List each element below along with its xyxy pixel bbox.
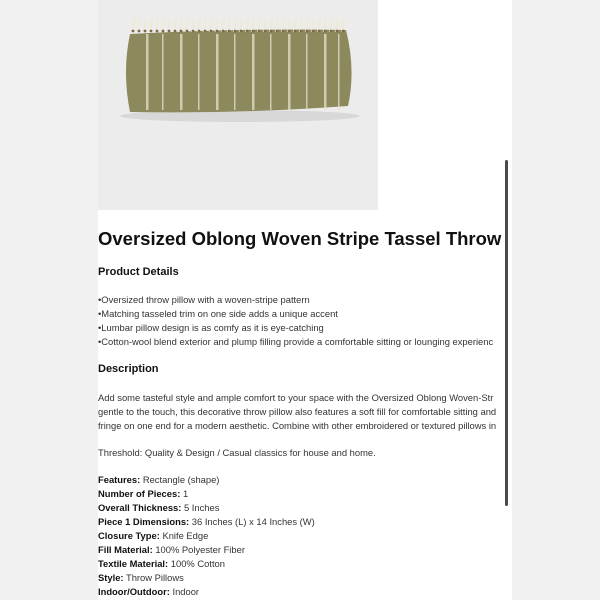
tassel-knot: [270, 30, 273, 33]
spec-label: Style:: [98, 572, 124, 583]
tassel-knot: [174, 30, 177, 33]
spec-row: [98, 516, 315, 528]
tassel-knot: [216, 30, 219, 33]
tassel-knot: [276, 30, 279, 33]
tassel-knot: [150, 30, 153, 33]
pillow-stripe: [288, 34, 291, 110]
tassel-knot: [210, 30, 213, 33]
spec-label: Textile Material:: [98, 558, 169, 569]
detail-bullet: •Matching tasseled trim on one side adds a unique accent: [98, 308, 338, 319]
tassel-knot: [324, 30, 327, 33]
description-line: fringe on one end for a modern aesthetic. Combine with other embroidered or textured pillows in: [98, 420, 497, 431]
spec-row: [98, 474, 219, 486]
spec-label: Closure Type:: [98, 530, 160, 541]
description-line: gentle to the touch, this decorative throw pillow also features a soft fill for comfortable sitting and: [98, 406, 497, 417]
spec-value: 100% Cotton: [170, 558, 225, 569]
spec-value: 100% Polyester Fiber: [155, 544, 245, 555]
spec-row: [98, 572, 184, 584]
pillow-stripe: [146, 34, 149, 110]
spec-label: Overall Thickness:: [98, 502, 182, 513]
product-title: Oversized Oblong Woven Stripe Tassel Throw: [98, 228, 502, 249]
pillow-stripe: [338, 34, 340, 110]
tassel-knot: [318, 30, 321, 33]
tassel-knot: [138, 30, 141, 33]
pillow-stripe: [324, 34, 327, 110]
brand-line: Threshold: Quality & Design / Casual classics for house and home.: [98, 447, 376, 458]
tassel-knot: [312, 30, 315, 33]
tassel-knot: [168, 30, 171, 33]
tassel-knot: [264, 30, 267, 33]
spec-row: [98, 544, 245, 556]
tassel-knot: [252, 30, 255, 33]
spec-row: [98, 488, 188, 500]
description-heading: Description: [98, 363, 159, 375]
pillow-stripe: [306, 34, 308, 110]
tassel-knot: [222, 30, 225, 33]
tassel-knot: [144, 30, 147, 33]
scrollbar[interactable]: [505, 160, 508, 506]
detail-bullet: •Lumbar pillow design is as comfy as it is eye-catching: [98, 322, 324, 333]
spec-label: Indoor/Outdoor:: [98, 586, 170, 597]
pillow-stripe: [162, 34, 164, 110]
tassel-knot: [162, 30, 165, 33]
pillow-stripe: [234, 34, 236, 110]
spec-value: 36 Inches (L) x 14 Inches (W): [191, 516, 315, 527]
tassel-knot: [258, 30, 261, 33]
tassel-knot: [228, 30, 231, 33]
tassel-knot: [330, 30, 333, 33]
pillow-stripe: [270, 34, 272, 110]
spec-value: Knife Edge: [162, 530, 209, 541]
tassel-knot: [132, 30, 135, 33]
tassel-knot: [288, 30, 291, 33]
tassel-knot: [186, 30, 189, 33]
tassel-knot: [234, 30, 237, 33]
spec-value: Throw Pillows: [125, 572, 184, 583]
tassel-knot: [294, 30, 297, 33]
product-page: [98, 0, 512, 600]
tassel-knot: [306, 30, 309, 33]
detail-bullet: •Cotton-wool blend exterior and plump filling provide a comfortable sitting or lounging experienc: [98, 336, 494, 347]
tassel-knot: [342, 30, 345, 33]
spec-value: Indoor: [172, 586, 200, 597]
product-image[interactable]: [98, 0, 378, 210]
spec-label: Features:: [98, 474, 141, 485]
spec-row: [98, 558, 225, 570]
tassel-knot: [204, 30, 207, 33]
pillow-illustration: [98, 0, 378, 210]
spec-label: Fill Material:: [98, 544, 153, 555]
tassel-knot: [192, 30, 195, 33]
tassel-knot: [246, 30, 249, 33]
spec-row: [98, 502, 219, 514]
spec-value: 1: [182, 488, 189, 499]
tassel-knot: [198, 30, 201, 33]
tassel-knot: [240, 30, 243, 33]
spec-row: [98, 530, 208, 542]
detail-bullet: •Oversized throw pillow with a woven-stripe pattern: [98, 294, 310, 305]
description-line: Add some tasteful style and ample comfort to your space with the Oversized Oblong Woven-Str: [98, 392, 494, 403]
spec-value: Rectangle (shape): [142, 474, 220, 485]
spec-label: Piece 1 Dimensions:: [98, 516, 190, 527]
spec-value: 5 Inches: [183, 502, 220, 513]
spec-label: Number of Pieces:: [98, 488, 181, 499]
tassel-knot: [156, 30, 159, 33]
pillow-stripe: [198, 34, 200, 110]
pillow-stripe: [180, 34, 183, 110]
tassel-knot: [180, 30, 183, 33]
product-details-heading: Product Details: [98, 266, 179, 278]
tassel-knot: [336, 30, 339, 33]
pillow-stripe: [252, 34, 255, 110]
tassel-knot: [300, 30, 303, 33]
tassel-knot: [282, 30, 285, 33]
spec-row: [98, 586, 199, 598]
pillow-stripe: [216, 34, 219, 110]
